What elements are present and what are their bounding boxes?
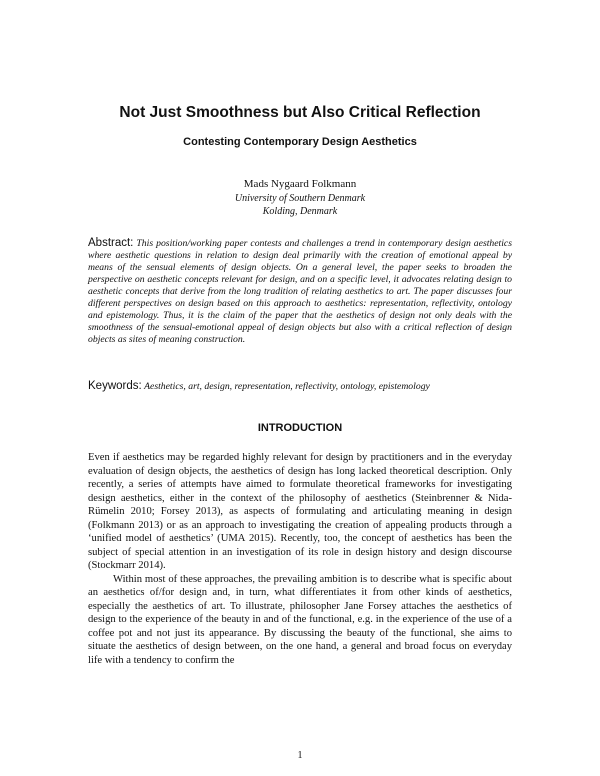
paper-subtitle: Contesting Contemporary Design Aesthetics	[183, 136, 417, 148]
keywords	[88, 380, 512, 393]
abstract	[88, 237, 512, 346]
author-block	[0, 178, 600, 219]
author-affiliation: University of Southern Denmark	[234, 192, 366, 204]
body-text	[88, 451, 512, 667]
author-name: Mads Nygaard Folkmann	[243, 178, 357, 190]
abstract-text: This position/working paper contests and challenges a trend in contemporary design aesthetics where aesthetic questions in relation to design deal primarily with the creation of emotional appeal by means of the sensual elements of design objects. On a general level, the paper seeks to broaden the perspective on aesthetic concepts relevant for design, and on a specific level, it advocates relating design to aesthetic concepts that derive from the long tradition of relating aesthetics to art. The paper discusses four different perspectives on design based on this approach to aesthetics: representation, reflectivity, ontology and epistemology. Thus, it is the claim of the paper that the aesthetics of design not only deals with the smoothness of the sensual-emotional appeal of design objects but also with a critical reflection of design objects as sites of meaning construction.	[88, 238, 512, 345]
abstract-label: Abstract:	[88, 237, 134, 249]
keywords-text: Aesthetics, art, design, representation, reflectivity, ontology, epistemology	[144, 381, 430, 392]
body-paragraph: Even if aesthetics may be regarded highly relevant for design by practitioners and in the everyday evaluation of design objects, the aesthetics of design has long lacked theoretical description. Only recently, a series of attempts have aimed to formulate theoretical frameworks for investigating design aesthetics, either in the context of the philosophy of aesthetics (Steinbrenner & Nida-Rümelin 2010; Forsey 2013), as aspects of formulating and articulating meaning in design (Folkmann 2013) or as an approach to investigating the creation of appealing products through a ‘unified model of aesthetics’ (UMA 2015). Recently, too, the concept of aesthetics has been the subject of special attention in an investigation of its role in design history and design discourse (Stockmarr 2014).	[88, 452, 512, 571]
author-location: Kolding, Denmark	[262, 206, 338, 217]
body-paragraph: Within most of these approaches, the prevailing ambition is to describe what is specific about an aesthetics of/for design and, in turn, what differentiates it from other kinds of aesthetics, especially the aesthetics of art. To illustrate, philosopher Jane Forsey attaches the aesthetics of design to the experience of the beauty in and of the functional, e.g. in the experience of the use of a coffee pot and not just its appearance. By discussing the beauty of the functional, she aims to situate the aesthetics of design between, on the one hand, a general and broad focus on everyday life with a tendency to confirm the	[88, 573, 512, 666]
paper-title: Not Just Smoothness but Also Critical Reflection	[119, 104, 481, 121]
keywords-label: Keywords:	[88, 380, 142, 392]
section-heading: INTRODUCTION	[257, 422, 343, 434]
page-number: 1	[297, 750, 303, 761]
